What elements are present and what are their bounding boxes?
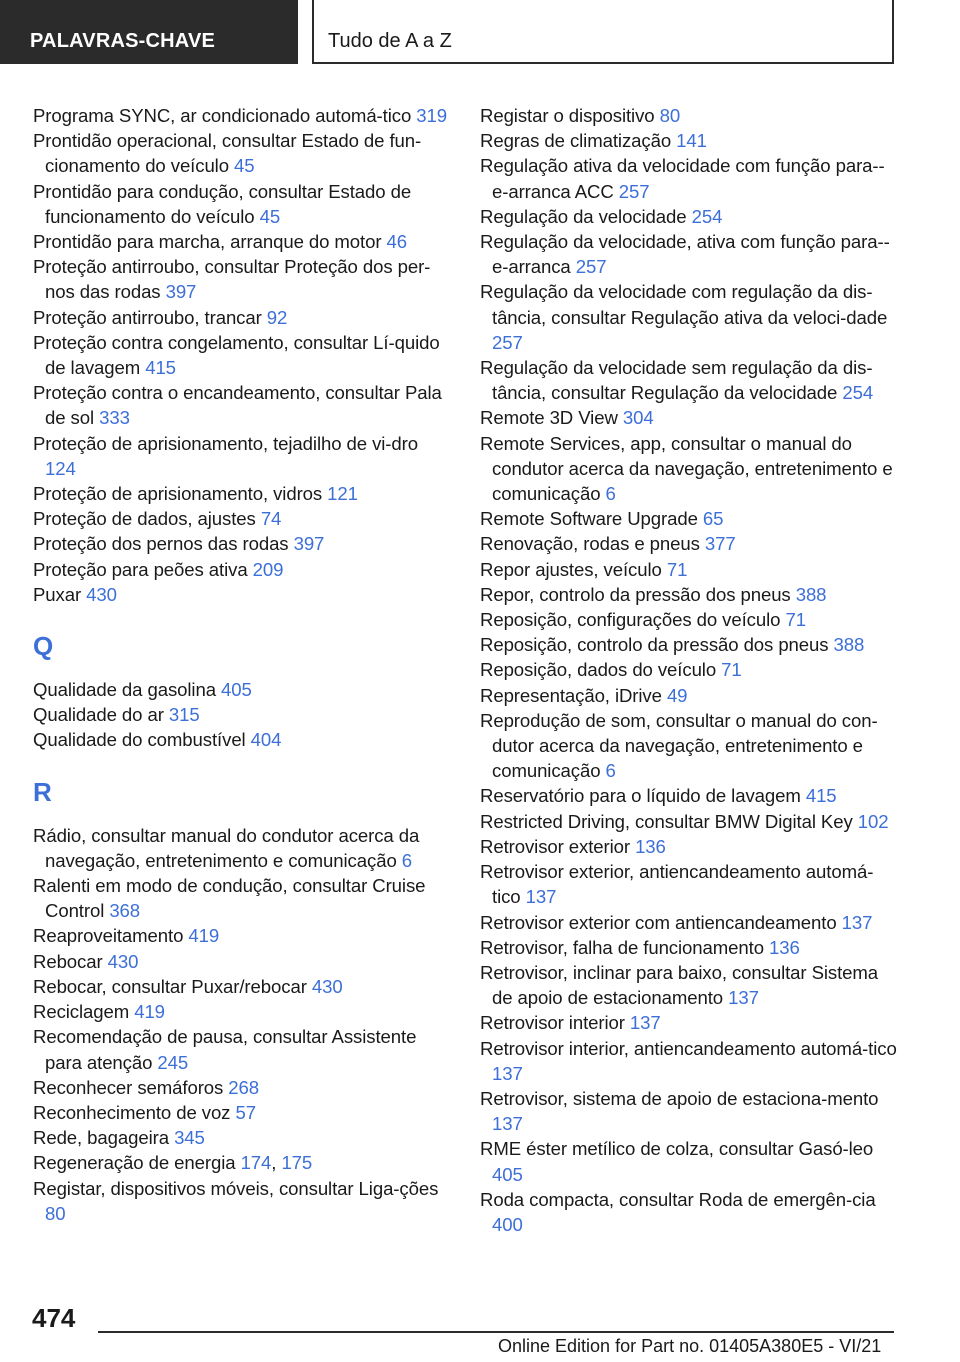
page-reference-link[interactable]: 49 [666, 684, 688, 706]
section-tab: PALAVRAS-CHAVE [0, 0, 298, 64]
page-reference-link[interactable]: 404 [250, 729, 282, 751]
index-entry-text: Proteção dos pernos das rodas [33, 533, 294, 555]
index-entry-text: Proteção antirroubo, consultar Proteção dos per-nos das rodas [33, 256, 431, 303]
index-entry-text: Proteção contra congelamento, consultar Lí-quido de lavagem [33, 331, 440, 379]
page-reference-link[interactable]: 368 [109, 900, 141, 922]
footer-divider [98, 1331, 894, 1333]
index-entry [33, 702, 453, 727]
index-entry [480, 128, 900, 153]
index-entry-text: Regulação da velocidade com regulação da dis-tância, consultar Regulação ativa da veloci-dade [480, 281, 888, 328]
index-entry-text: Reservatório para o líquido de lavagem [480, 785, 806, 807]
index-column-left [33, 103, 453, 1226]
page-reference-link[interactable]: 175 [281, 1152, 313, 1174]
index-entry-text: Regulação da velocidade sem regulação da dis-tância, consultar Regulação da velocidade [480, 357, 873, 404]
index-entry-text: Roda compacta, consultar Roda de emergên-cia [480, 1188, 876, 1210]
section-subtitle: Tudo de A a Z [312, 0, 894, 64]
index-entry [480, 683, 900, 708]
index-entry-text: Regulação ativa da velocidade com função para--e-arranca ACC [480, 155, 885, 202]
page-reference-link[interactable]: 257 [618, 180, 650, 202]
index-entry [33, 1075, 453, 1100]
index-entry-text: Proteção contra o encandeamento, consultar Pala de sol [33, 382, 442, 429]
index-entry [33, 823, 453, 873]
index-entry-text: Restricted Driving, consultar BMW Digital Key [480, 810, 858, 832]
page-reference-link[interactable]: 430 [86, 583, 117, 605]
page-reference-link[interactable]: 137 [525, 886, 557, 908]
index-entry-text: Proteção para peões ativa [33, 558, 253, 580]
index-entry-text: Qualidade do combustível [33, 729, 251, 751]
index-letter-heading: Q [33, 631, 54, 662]
page-reference-link[interactable]: 136 [635, 835, 666, 857]
index-entry [33, 1024, 453, 1074]
page-reference-link[interactable]: 141 [676, 130, 707, 152]
index-entry [480, 607, 900, 632]
index-entry [33, 677, 453, 702]
page-reference-link[interactable]: 315 [168, 704, 200, 726]
index-entry [480, 204, 900, 229]
index-entry-text: Reciclagem [33, 1001, 135, 1023]
page-reference-link[interactable]: 257 [575, 256, 607, 278]
index-entry [33, 949, 453, 974]
index-entry [480, 1036, 900, 1086]
index-entry [480, 708, 900, 784]
page-reference-link[interactable]: 71 [785, 609, 806, 631]
index-entry [480, 960, 900, 1010]
index-entry-text: Retrovisor exterior [480, 835, 636, 857]
page-reference-link[interactable]: 6 [605, 760, 616, 782]
page-reference-link[interactable]: 333 [99, 407, 130, 429]
page-reference-link[interactable]: 254 [842, 382, 874, 404]
index-entry [33, 330, 453, 380]
index-entry-text: Reconhecer semáforos [33, 1076, 229, 1098]
index-entry [33, 727, 453, 752]
index-entry-text: Retrovisor, inclinar para baixo, consultar Sistema de apoio de estacionamento [480, 961, 879, 1009]
index-entry-text: Repor, controlo da pressão dos pneus [480, 583, 796, 605]
index-entry [480, 153, 900, 203]
index-entry [480, 657, 900, 682]
page-reference-link[interactable]: 6 [605, 483, 616, 505]
index-entry-text: Qualidade da gasolina [33, 679, 222, 701]
page-reference-link[interactable]: 319 [416, 105, 447, 126]
page-reference-link[interactable]: 405 [221, 679, 252, 701]
index-entry [33, 481, 453, 506]
index-entry-text: Retrovisor, falha de funcionamento [480, 936, 770, 958]
page-reference-link[interactable]: 137 [492, 1113, 523, 1135]
page-reference-link[interactable]: 415 [805, 785, 837, 807]
index-entry-text: Reposição, dados do veículo [480, 659, 722, 681]
index-entry-text: Proteção de aprisionamento, vidros [33, 483, 328, 505]
index-entry-text: Remote Software Upgrade [480, 508, 703, 530]
index-entry [33, 923, 453, 948]
index-entry [33, 103, 453, 128]
page-reference-link[interactable]: 174 [240, 1152, 272, 1174]
index-entry [480, 1010, 900, 1035]
page-reference-link[interactable]: 430 [311, 975, 343, 997]
page-reference-link[interactable]: 137 [492, 1062, 523, 1084]
index-entry [480, 834, 900, 859]
index-entry-text: Ralenti em modo de condução, consultar Cruise Control [33, 875, 426, 922]
index-entry-text: Representação, iDrive [480, 684, 667, 706]
index-column-right [480, 103, 900, 1237]
page-reference-link[interactable]: 400 [492, 1213, 523, 1235]
page-reference-link[interactable]: 254 [691, 205, 723, 227]
index-entry-text: Programa SYNC, ar condicionado automá-tico [33, 105, 417, 126]
index-entry [33, 380, 453, 430]
index-entry [480, 229, 900, 279]
index-entry-text: Regulação da velocidade, ativa com função para--e-arranca [480, 231, 890, 278]
index-entry-text: Retrovisor exterior com antiencandeamento [480, 911, 842, 933]
page-reference-link[interactable]: 209 [252, 558, 284, 580]
index-entry [33, 974, 453, 999]
index-entry [480, 103, 900, 128]
index-entry-text: Rebocar [33, 950, 108, 972]
index-entry [33, 254, 453, 304]
index-entry [480, 431, 900, 507]
page-reference-link[interactable]: 397 [293, 533, 325, 555]
index-entry-text: Reposição, configurações do veículo [480, 609, 786, 631]
index-entry-text: Retrovisor interior [480, 1012, 630, 1034]
index-entry [33, 531, 453, 556]
page-reference-link[interactable]: 430 [107, 950, 139, 972]
index-entry [480, 1136, 900, 1186]
page-reference-link[interactable]: 124 [45, 457, 76, 479]
index-entry [33, 179, 453, 229]
index-entry [33, 229, 453, 254]
index-entry-text: Repor ajustes, veículo [480, 558, 667, 580]
index-entry-text: Retrovisor exterior, antiencandeamento automá-tico [480, 861, 874, 908]
index-entry [33, 999, 453, 1024]
page-reference-link[interactable]: 345 [174, 1127, 205, 1149]
index-entry-text: Regras de climatização [480, 130, 677, 152]
index-entry [33, 582, 453, 607]
index-entry [480, 355, 900, 405]
index-entry [480, 405, 900, 430]
page-reference-link[interactable]: 74 [260, 508, 282, 530]
index-entry-text: Proteção de dados, ajustes [33, 508, 261, 530]
page-reference-link[interactable]: 45 [259, 205, 281, 227]
page-reference-link[interactable]: 80 [659, 105, 681, 126]
index-entry [480, 935, 900, 960]
page-reference-link[interactable]: 415 [145, 357, 176, 379]
index-entry-text: Registar, dispositivos móveis, consultar Liga-ções [33, 1177, 439, 1199]
index-entry-text: Qualidade do ar [33, 704, 169, 726]
page-reference-link[interactable]: 397 [165, 281, 197, 303]
index-entry-text: Remote Services, app, consultar o manual do condutor acerca da navegação, entretenimento e comunicação [480, 432, 893, 505]
index-entry [33, 431, 453, 481]
index-entry [480, 531, 900, 556]
index-entry-text: Rebocar, consultar Puxar/rebocar [33, 975, 312, 997]
index-letter-heading: R [33, 776, 52, 807]
index-entry [480, 506, 900, 531]
index-entry-text: Renovação, rodas e pneus [480, 533, 705, 555]
index-entry [480, 910, 900, 935]
index-entry [33, 1176, 453, 1226]
index-entry [480, 783, 900, 808]
index-entry-text: Retrovisor interior, antiencandeamento automá-tico [480, 1037, 897, 1059]
index-entry-text: Prontidão para condução, consultar Estado de funcionamento do veículo [33, 180, 412, 227]
index-entry [480, 279, 900, 355]
edition-text: Online Edition for Part no. 01405A380E5 - VI/21 [498, 1336, 882, 1356]
page-reference-link[interactable]: 71 [666, 558, 688, 580]
page-reference-link[interactable]: 102 [857, 810, 889, 832]
index-entry-text: Prontidão para marcha, arranque do motor [33, 231, 387, 253]
index-entry-text: Remote 3D View [480, 407, 623, 429]
index-entry-text: Retrovisor, sistema de apoio de estaciona-mento [480, 1087, 879, 1109]
index-entry-text: Reaproveitamento [33, 925, 189, 947]
index-entry-text: Puxar [33, 583, 87, 605]
page-number: 474 [32, 1303, 76, 1333]
index-entry [480, 809, 900, 834]
index-entry [33, 128, 453, 178]
index-entry [480, 1086, 900, 1136]
index-entry-text: Regulação da velocidade [480, 205, 692, 227]
index-entry [33, 1125, 453, 1150]
index-entry-text: Registar o dispositivo [480, 105, 660, 126]
index-entry-text: Proteção antirroubo, trancar [33, 306, 267, 328]
index-entry-text: Regeneração de energia [33, 1152, 241, 1174]
index-entry [33, 506, 453, 531]
page-reference-link[interactable]: 304 [622, 407, 654, 429]
index-entry-text: RME éster metílico de colza, consultar Gasó-leo [480, 1138, 874, 1160]
page-reference-link[interactable]: 80 [45, 1202, 66, 1224]
index-entry-text: Proteção de aprisionamento, tejadilho de vi-dro [33, 432, 418, 454]
page-reference-link[interactable]: 6 [401, 849, 412, 871]
page-reference-link[interactable]: 405 [492, 1163, 523, 1185]
index-entry-text: Rádio, consultar manual do condutor acerca da navegação, entretenimento e comunicação [33, 824, 420, 871]
index-entry-text: Reprodução de som, consultar o manual do con-dutor acerca da navegação, entretenimento e comunicação [480, 709, 878, 782]
index-entry-text: Rede, bagageira [33, 1127, 175, 1149]
page-reference-link[interactable]: 121 [327, 483, 358, 505]
page-reference-link[interactable]: 419 [188, 925, 220, 947]
page-reference-link[interactable]: 92 [266, 306, 288, 328]
page-reference-link[interactable]: 137 [841, 911, 873, 933]
page-reference-link[interactable]: 71 [721, 659, 742, 681]
page-reference-link[interactable]: 268 [228, 1076, 260, 1098]
page-reference-link[interactable]: 377 [704, 533, 736, 555]
index-entry [480, 632, 900, 657]
page-reference-link[interactable]: 137 [728, 987, 759, 1009]
page-reference-link[interactable]: 388 [795, 583, 827, 605]
index-entry-text: Reposição, controlo da pressão dos pneus [480, 634, 834, 656]
index-entry [480, 1187, 900, 1237]
page-reference-link[interactable]: 46 [386, 231, 407, 253]
index-entry-text: Prontidão operacional, consultar Estado de fun-cionamento do veículo [33, 130, 422, 177]
page-header [0, 0, 960, 64]
page-reference-link[interactable]: 137 [629, 1012, 661, 1034]
page-reference-link[interactable]: 388 [833, 634, 865, 656]
page-reference-link[interactable]: 136 [769, 936, 800, 958]
page-reference-link[interactable]: 419 [134, 1001, 165, 1023]
index-entry-text: Reconhecimento de voz [33, 1101, 236, 1123]
page-reference-link[interactable]: 257 [492, 331, 523, 353]
index-entry [33, 1150, 453, 1175]
index-entry [33, 873, 453, 923]
index-entry [480, 582, 900, 607]
index-entry [33, 557, 453, 582]
page-reference-link[interactable]: 45 [234, 155, 255, 177]
index-entry [33, 1100, 453, 1125]
index-entry [480, 557, 900, 582]
index-entry [480, 859, 900, 909]
index-entry-text: Recomendação de pausa, consultar Assistente para atenção [33, 1026, 417, 1073]
page-reference-link[interactable]: 57 [235, 1101, 256, 1123]
index-entry [33, 305, 453, 330]
page-reference-link[interactable]: 245 [157, 1051, 189, 1073]
page-reference-link[interactable]: 65 [702, 508, 724, 530]
page-separator: , [271, 1152, 282, 1174]
